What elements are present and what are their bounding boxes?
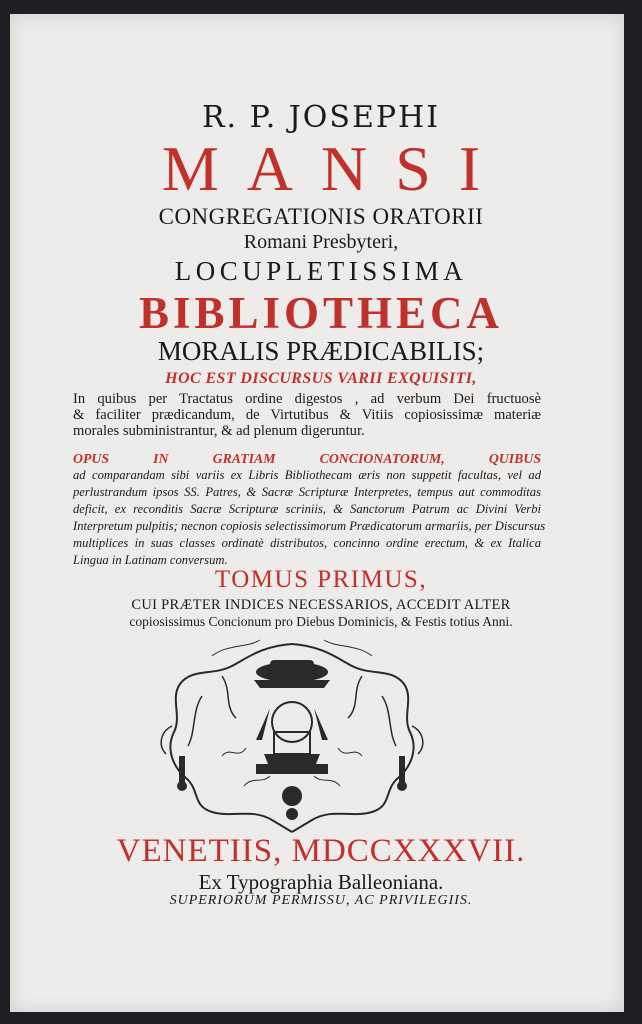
locupletissima-line: LOCUPLETISSIMA (174, 256, 468, 286)
author-prefix: R. P. JOSEPHI (201, 100, 441, 135)
opus-line-5: Interpretum pulpitis; necnon copiosis selectissimorum Prædicatorum armariis, per Discursus (73, 519, 546, 533)
ornamental-cartouche-icon (152, 636, 432, 836)
description-line-2: & faciliter prædicandum, de Virtutibus & Vitiis copiosissimæ materiæ (73, 407, 541, 423)
copiosissimus-line: copiosissimus Concionum pro Diebus Dominicis, & Festis totius Anni. (129, 614, 513, 629)
congregation-line: CONGREGATIONIS ORATORII (158, 204, 484, 229)
opus-line-3: perlustrandum ipsos SS. Patres, & Sacræ Scripturæ Interpretes, tempus aut commoditas (73, 485, 541, 499)
opus-line-7: Lingua in Latinam conversum. (73, 553, 228, 567)
tomus-line: TOMUS PRIMUS, (214, 566, 428, 593)
opus-line-6: multiplices in suas classes ordinatè distributos, concinno ordine erectum, & ex Italica (73, 536, 541, 550)
permissu-line: SUPERIORUM PERMISSU, AC PRIVILEGIIS. (169, 893, 473, 908)
bibliotheca-line: BIBLIOTHECA (138, 288, 504, 338)
description-paragraph (73, 391, 541, 439)
description-line-3: morales subministrantur, & ad plenum digeruntur. (73, 423, 365, 439)
moralis-line: MORALIS PRÆDICABILIS; (157, 336, 485, 366)
opus-line-2: ad comparandam sibi variis ex Libris Bibliothecam æris non suppetit facultas, vel ad (73, 468, 541, 482)
typographia-line: Ex Typographia Balleoniana. (198, 870, 444, 894)
role-line: Romani Presbyteri, (243, 231, 399, 253)
cui-praeter-line: CUI PRÆTER INDICES NECESSARIOS, ACCEDIT ALTER (131, 597, 511, 613)
imprint-place-line: VENETIIS, MDCCXXXVII. (116, 833, 526, 869)
hoc-est-line: HOC EST DISCURSUS VARII EXQUISITI, (165, 370, 477, 387)
opus-heading: OPUS IN GRATIAM CONCIONATORUM, QUIBUS (73, 451, 541, 466)
author-name: MANSI (161, 133, 509, 204)
opus-line-4: deficit, ex reconditis Sacræ Scripturæ scriniis, & Sanctorum Patrum ac Divini Verbi (73, 502, 541, 516)
opus-paragraph (73, 450, 546, 569)
description-line-1: In quibus per Tractatus ordine digestos , ad verbum Dei fructuosè (73, 391, 541, 407)
